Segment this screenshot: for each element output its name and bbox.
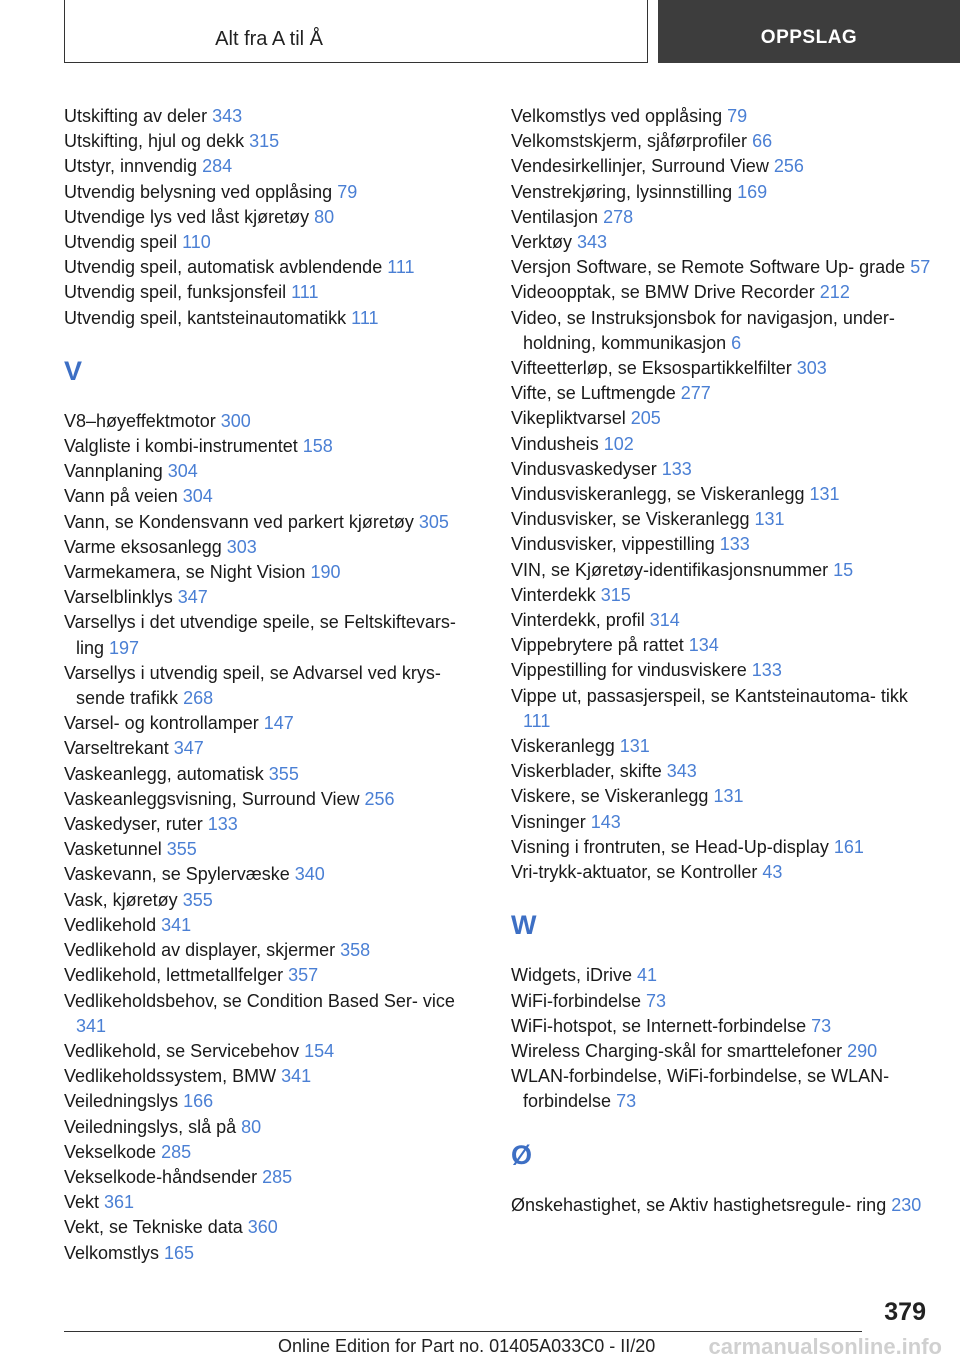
watermark: carmanualsonline.info — [708, 1334, 942, 1359]
index-entry-text: Utvendig speil, funksjonsfeil — [64, 282, 292, 303]
page-reference-link[interactable]: 358 — [340, 940, 371, 961]
page-reference-link[interactable]: 6 — [731, 332, 742, 353]
index-entry-text: Vaskedyser, ruter — [64, 814, 208, 835]
index-entry — [64, 230, 484, 255]
page-reference-link[interactable]: 355 — [182, 889, 213, 910]
page-reference-link[interactable]: 161 — [833, 836, 864, 857]
page-reference-link[interactable]: 134 — [688, 635, 719, 656]
page-reference-link[interactable]: 131 — [809, 484, 840, 505]
index-entry — [64, 963, 484, 988]
index-entry-text: Vedlikeholdssystem, BMW — [64, 1066, 282, 1087]
index-entry — [64, 812, 484, 837]
page-reference-link[interactable]: 73 — [811, 1015, 832, 1036]
page-reference-link[interactable]: 133 — [719, 534, 750, 555]
page-reference-link[interactable]: 341 — [76, 1015, 107, 1036]
page-reference-link[interactable]: 110 — [182, 232, 211, 253]
page-reference-link[interactable]: 166 — [183, 1091, 214, 1112]
index-entry-text: Ventilasjon — [511, 206, 604, 227]
page-reference-link[interactable]: 57 — [910, 257, 931, 278]
page-reference-link[interactable]: 355 — [268, 763, 299, 784]
index-entry-text: Viskere, se Viskeranlegg — [511, 786, 714, 807]
index-entry-text: Vann på veien — [64, 486, 183, 507]
page-reference-link[interactable]: 165 — [164, 1242, 195, 1263]
index-entry-text: Visning i frontruten, se Head-Up-display — [511, 836, 834, 857]
index-entry — [511, 507, 931, 532]
index-entry — [511, 406, 931, 431]
index-entry — [511, 356, 931, 381]
index-entry — [511, 658, 931, 683]
page-reference-link[interactable]: 43 — [762, 862, 783, 883]
index-entry — [511, 1014, 931, 1039]
page-reference-link[interactable]: 111 — [523, 710, 551, 731]
index-entry-text: Vinterdekk, profil — [511, 610, 650, 631]
page-reference-link[interactable]: 102 — [603, 433, 634, 454]
index-entry-text: Videoopptak, se BMW Drive Recorder — [511, 282, 820, 303]
index-entry-text: Wireless Charging-skål for smarttelefoner — [511, 1040, 848, 1061]
index-entry — [64, 1190, 484, 1215]
index-entry-text: Vekselkode-håndsender — [64, 1166, 263, 1187]
index-entry-text: Vask, kjøretøy — [64, 889, 183, 910]
page-reference-link[interactable]: 277 — [680, 383, 711, 404]
index-entry-text: Vri-trykk-aktuator, se Kontroller — [511, 862, 763, 883]
index-entry — [64, 484, 484, 509]
page-reference-link[interactable]: 315 — [600, 584, 631, 605]
index-entry — [511, 684, 931, 734]
index-entry-text: Velkomstskjerm, sjåførprofiler — [511, 131, 753, 152]
index-entry — [64, 1215, 484, 1240]
page-reference-link[interactable]: 15 — [833, 559, 854, 580]
index-entry-text: Widgets, iDrive — [511, 965, 638, 986]
index-entry-text: Utvendig belysning ved opplåsing — [64, 181, 338, 202]
index-entry-text: WiFi-forbindelse — [511, 990, 647, 1011]
index-entry — [64, 434, 484, 459]
index-entry-text: Vedlikeholdsbehov, se Condition Based Ser‐ vice — [64, 990, 455, 1011]
index-entry-text: Vedlikehold — [64, 914, 162, 935]
page-reference-link[interactable]: 41 — [637, 965, 658, 986]
page-reference-link[interactable]: 341 — [161, 914, 192, 935]
index-entry-text: Vindusviskeranlegg, se Viskeranlegg — [511, 484, 810, 505]
page-reference-link[interactable]: 73 — [616, 1091, 637, 1112]
index-entry-text: Ønskehastighet, se Aktiv hastighetsregule‐ ring — [511, 1194, 892, 1215]
index-entry — [64, 1089, 484, 1114]
page-reference-link[interactable]: 131 — [754, 509, 785, 530]
page-reference-link[interactable]: 305 — [418, 511, 449, 532]
page-reference-link[interactable]: 111 — [387, 257, 415, 278]
index-entry-text: Vekselkode — [64, 1141, 162, 1162]
index-entry-text: Utvendig speil — [64, 232, 183, 253]
index-entry-text: Varseltrekant — [64, 738, 174, 759]
page-reference-link[interactable]: 133 — [207, 814, 238, 835]
page-reference-link[interactable]: 355 — [166, 839, 197, 860]
index-entry — [511, 457, 931, 482]
index-entry-text: Utvendig speil, automatisk avblendende — [64, 257, 388, 278]
index-entry — [64, 736, 484, 761]
index-entry-text: Viskeranlegg — [511, 736, 620, 757]
index-entry — [511, 205, 931, 230]
index-entry-text: Veiledningslys, slå på — [64, 1116, 242, 1137]
index-entry-text: Vindusvaskedyser — [511, 458, 662, 479]
index-entry — [64, 888, 484, 913]
index-entry — [64, 610, 484, 660]
index-entry — [64, 409, 484, 434]
index-entry-text: Vendesirkellinjer, Surround View — [511, 156, 774, 177]
page-reference-link[interactable]: 80 — [241, 1116, 262, 1137]
index-entry-text: Vifte, se Luftmengde — [511, 383, 681, 404]
index-entry — [511, 230, 931, 255]
index-entry — [64, 787, 484, 812]
index-entry-text: Vedlikehold av displayer, skjermer — [64, 940, 341, 961]
page-reference-link[interactable]: 285 — [262, 1166, 293, 1187]
index-entry-text: Vaskeanleggsvisning, Surround View — [64, 788, 365, 809]
index-entry — [511, 608, 931, 633]
index-entry — [64, 255, 484, 280]
index-entry-text: Video, se Instruksjonsbok for navigasjon, under‐ holdning, kommunikasjon — [511, 307, 895, 353]
page-reference-link[interactable]: 256 — [364, 788, 395, 809]
index-entry — [511, 633, 931, 658]
index-entry-text: Varsellys i utvendig speil, se Advarsel ved krys‐ sende trafikk — [64, 662, 441, 709]
page-reference-link[interactable]: 154 — [304, 1040, 335, 1061]
page-reference-link[interactable]: 111 — [351, 307, 379, 328]
index-entry-text: Vippebrytere på rattet — [511, 635, 689, 656]
page-reference-link[interactable]: 290 — [847, 1040, 878, 1061]
index-entry-text: Velkomstlys ved opplåsing — [511, 106, 728, 126]
index-entry-text: Utskifting av deler — [64, 106, 213, 126]
index-letter-heading: V — [64, 355, 83, 386]
index-entry — [511, 784, 931, 809]
index-entry — [64, 1140, 484, 1165]
index-entry — [64, 154, 484, 179]
index-entry — [64, 989, 484, 1039]
index-entry — [511, 860, 931, 885]
page-reference-link[interactable]: 256 — [773, 156, 804, 177]
page-reference-link[interactable]: 340 — [294, 864, 325, 885]
index-entry-text: V8–høyeffektmotor — [64, 410, 221, 431]
index-entry — [511, 180, 931, 205]
page-reference-link[interactable]: 347 — [177, 587, 208, 608]
page-reference-link[interactable]: 66 — [752, 131, 773, 152]
page-reference-link[interactable]: 131 — [619, 736, 650, 757]
index-entry — [64, 205, 484, 230]
index-entry — [64, 535, 484, 560]
index-entry-text: Vedlikehold, lettmetallfelger — [64, 965, 289, 986]
index-entry-text: Viskerblader, skifte — [511, 761, 667, 782]
index-entry — [511, 734, 931, 759]
index-entry — [511, 104, 931, 129]
index-entry — [511, 280, 931, 305]
page-reference-link[interactable]: 133 — [661, 458, 692, 479]
index-entry — [64, 104, 484, 129]
page-reference-link[interactable]: 347 — [173, 738, 204, 759]
index-entry — [64, 1241, 484, 1266]
page-reference-link[interactable]: 304 — [182, 486, 213, 507]
index-entry — [511, 381, 931, 406]
index-entry — [64, 711, 484, 736]
index-entry-text: Versjon Software, se Remote Software Up‐ grade — [511, 257, 911, 278]
index-entry — [64, 837, 484, 862]
index-entry — [511, 482, 931, 507]
page-reference-link[interactable]: 197 — [109, 637, 140, 658]
page-reference-link[interactable]: 303 — [226, 536, 257, 557]
index-entry — [511, 835, 931, 860]
index-entry — [511, 583, 931, 608]
page-reference-link[interactable]: 73 — [646, 990, 667, 1011]
page-reference-link[interactable]: 341 — [281, 1066, 312, 1087]
page-reference-link[interactable]: 343 — [212, 106, 243, 126]
index-entry — [64, 862, 484, 887]
index-entry — [64, 913, 484, 938]
index-entry-text: Vaskevann, se Spylervæske — [64, 864, 295, 885]
page-reference-link[interactable]: 360 — [247, 1217, 278, 1238]
index-entry-text: Vekt — [64, 1192, 105, 1213]
index-entry — [64, 1165, 484, 1190]
index-entry — [64, 459, 484, 484]
index-entry — [511, 1039, 931, 1064]
index-entry-text: Varsel- og kontrollamper — [64, 713, 264, 734]
index-entry — [511, 432, 931, 457]
index-entry-text: Valgliste i kombi-instrumentet — [64, 436, 303, 457]
page-number: 379 — [884, 1298, 926, 1326]
index-entry-text: Verktøy — [511, 232, 578, 253]
page-reference-link[interactable]: 190 — [310, 562, 341, 583]
page-reference-link[interactable]: 357 — [288, 965, 319, 986]
index-entry-text: Vinterdekk — [511, 584, 601, 605]
index-entry — [511, 306, 931, 356]
page-reference-link[interactable]: 133 — [751, 660, 782, 681]
index-entry — [64, 938, 484, 963]
index-entry-text: Utvendige lys ved låst kjøretøy — [64, 206, 315, 227]
index-entry-text: Vippestilling for vindusviskere — [511, 660, 752, 681]
index-entry — [511, 255, 931, 280]
index-entry-text: Utstyr, innvendig — [64, 156, 203, 177]
index-entry — [64, 762, 484, 787]
page-reference-link[interactable]: 285 — [161, 1141, 192, 1162]
index-entry — [64, 585, 484, 610]
index-entry — [64, 1039, 484, 1064]
page-reference-link[interactable]: 143 — [590, 811, 621, 832]
index-entry-text: Varmekamera, se Night Vision — [64, 562, 311, 583]
index-entry-text: VIN, se Kjøretøy-identifikasjonsnummer — [511, 559, 834, 580]
page-reference-link[interactable]: 205 — [630, 408, 661, 429]
index-entry-text: Vaskeanlegg, automatisk — [64, 763, 269, 784]
page-reference-link[interactable]: 230 — [891, 1194, 922, 1215]
section-tab[interactable] — [658, 0, 960, 63]
page-reference-link[interactable]: 278 — [603, 206, 634, 227]
page-reference-link[interactable]: 79 — [727, 106, 748, 126]
index-entry — [511, 558, 931, 583]
index-entry-text: WLAN-forbindelse, WiFi-forbindelse, se WLAN- forbindelse — [511, 1066, 890, 1112]
header-frame — [64, 0, 648, 63]
index-entry-text: Venstrekjøring, lysinnstilling — [511, 181, 738, 202]
index-entry-text: Vann, se Kondensvann ved parkert kjøretøy — [64, 511, 419, 532]
index-column-left — [64, 104, 484, 1266]
index-entry-text: Vannplaning — [64, 461, 168, 482]
page-reference-link[interactable]: 131 — [713, 786, 744, 807]
index-entry — [64, 306, 484, 331]
index-entry — [64, 560, 484, 585]
index-entry — [64, 280, 484, 305]
index-entry — [511, 1064, 931, 1114]
footer-divider — [64, 1331, 862, 1332]
index-entry — [511, 963, 931, 988]
index-entry-text: Varsellys i det utvendige speile, se Feltskiftevars‐ ling — [64, 612, 456, 658]
section-tab-label: OPPSLAG — [760, 26, 858, 48]
index-entry — [511, 1193, 931, 1218]
page-reference-link[interactable]: 158 — [302, 436, 333, 457]
page-reference-link[interactable]: 268 — [183, 688, 214, 709]
index-entry-text: Vippe ut, passasjerspeil, se Kantsteinautoma‐ tikk — [511, 685, 908, 706]
index-entry — [511, 989, 931, 1014]
page-reference-link[interactable]: 361 — [104, 1192, 135, 1213]
page-reference-link[interactable]: 80 — [314, 206, 335, 227]
index-entry — [64, 1115, 484, 1140]
index-column-right — [511, 104, 931, 1218]
index-entry-text: Vedlikehold, se Servicebehov — [64, 1040, 305, 1061]
page-reference-link[interactable]: 303 — [796, 358, 827, 379]
page-reference-link[interactable]: 79 — [337, 181, 358, 202]
index-entry — [64, 180, 484, 205]
index-entry-text: Utskifting, hjul og dekk — [64, 131, 250, 152]
index-entry-text: Utvendig speil, kantsteinautomatikk — [64, 307, 352, 328]
index-entry — [64, 661, 484, 711]
index-entry-text: Vasketunnel — [64, 839, 167, 860]
page-reference-link[interactable]: 314 — [649, 610, 680, 631]
index-entry-text: Vekt, se Tekniske data — [64, 1217, 248, 1238]
index-letter-heading: Ø — [511, 1139, 533, 1170]
page-reference-link[interactable]: 212 — [819, 282, 850, 303]
page-reference-link[interactable]: 343 — [577, 232, 608, 253]
page-reference-link[interactable]: 343 — [666, 761, 697, 782]
index-entry — [511, 810, 931, 835]
index-entry — [511, 129, 931, 154]
index-entry-text: Vindusvisker, se Viskeranlegg — [511, 509, 755, 530]
index-entry-text: Velkomstlys — [64, 1242, 165, 1263]
page-reference-link[interactable]: 169 — [737, 181, 768, 202]
index-entry-text: WiFi-hotspot, se Internett-forbindelse — [511, 1015, 812, 1036]
page-reference-link[interactable]: 284 — [202, 156, 233, 177]
index-entry — [64, 1064, 484, 1089]
page-reference-link[interactable]: 147 — [263, 713, 294, 734]
index-entry — [64, 510, 484, 535]
index-entry — [511, 532, 931, 557]
index-entry-text: Visninger — [511, 811, 591, 832]
index-letter-heading: W — [511, 910, 537, 941]
page-reference-link[interactable]: 111 — [291, 282, 319, 303]
index-entry-text: Vindusvisker, vippestilling — [511, 534, 720, 555]
page-reference-link[interactable]: 315 — [249, 131, 280, 152]
page-reference-link[interactable]: 304 — [167, 461, 198, 482]
edition-text: Online Edition for Part no. 01405A033C0 - II/20 — [278, 1336, 656, 1356]
index-entry — [64, 129, 484, 154]
index-entry — [511, 154, 931, 179]
index-entry-text: Varselblinklys — [64, 587, 178, 608]
index-entry-text: Vifteetterløp, se Eksospartikkelfilter — [511, 358, 797, 379]
page-reference-link[interactable]: 300 — [220, 410, 251, 431]
index-entry-text: Varme eksosanlegg — [64, 536, 227, 557]
index-entry-text: Vikepliktvarsel — [511, 408, 631, 429]
index-entry-text: Veiledningslys — [64, 1091, 184, 1112]
index-entry — [511, 759, 931, 784]
section-title: Alt fra A til Å — [215, 28, 323, 50]
index-entry-text: Vindusheis — [511, 433, 604, 454]
